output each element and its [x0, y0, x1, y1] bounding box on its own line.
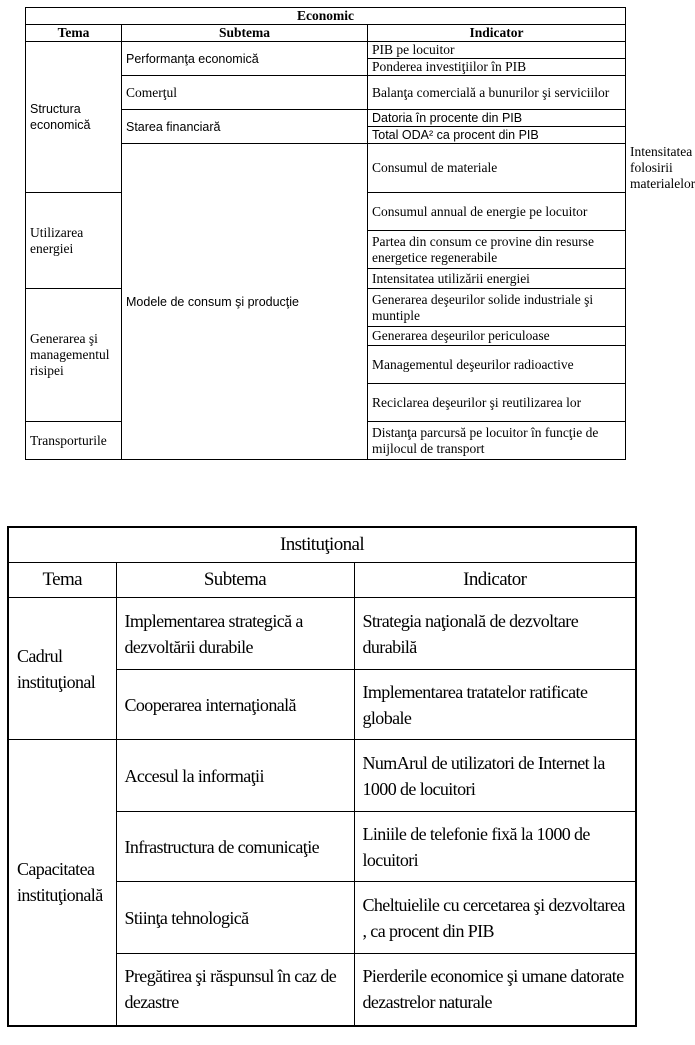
subtema-comertul: Comerţul [122, 76, 368, 110]
tema-structura-economica: Structura economică [26, 42, 122, 193]
subtema-implementarea-strategica: Implementarea strategică a dezvoltării durabile [116, 598, 354, 670]
subtema-consumul-materiale: Consumul de materiale [368, 144, 626, 193]
indicator-total-oda: Total ODA² ca procent din PIB [368, 127, 626, 144]
indicator-pib-locuitor: PIB pe locuitor [368, 42, 626, 59]
subtema-stiinta-tehnologica: Stiinţa tehnologică [116, 882, 354, 954]
indicator-deseuri-radioactive: Managementul deşeurilor radioactive [368, 346, 626, 384]
indicator-strategia-nationala: Strategia naţională de dezvoltare durabilă [354, 598, 636, 670]
indicator-distanta-parcursa: Distanţa parcursă pe locuitor în funcţie de mijlocul de transport [368, 422, 626, 460]
indicator-consum-energie: Consumul annual de energie pe locuitor [368, 193, 626, 231]
indicator-ponderea-investitiilor: Ponderea investiţiilor în PIB [368, 59, 626, 76]
subtema-infrastructura-comunicatie: Infrastructura de comunicaţie [116, 812, 354, 882]
subtema-cooperarea-internationala: Cooperarea internaţională [116, 670, 354, 740]
subtema-utilizarea-energiei: Utilizarea energiei [26, 193, 122, 289]
indicator-tratate-ratificate: Implementarea tratatelor ratificate globale [354, 670, 636, 740]
inst-header-subtema: Subtema [116, 563, 354, 598]
institutional-table [7, 526, 637, 1027]
indicator-intensitatea-energiei: Intensitatea utilizării energiei [368, 269, 626, 289]
header-tema: Tema [26, 25, 122, 42]
inst-header-indicator: Indicator [354, 563, 636, 598]
indicator-deseuri-periculoase: Generarea deşeurilor periculoase [368, 327, 626, 346]
tema-cadrul-institutional: Cadrul instituţional [8, 598, 116, 740]
indicator-deseuri-solide: Generarea deşeurilor solide industriale şi muntiple [368, 289, 626, 327]
subtema-performanta: Performanţa economică [122, 42, 368, 76]
indicator-cheltuieli-cercetare: Cheltuielile cu cercetarea şi dezvoltarea , ca procent din PIB [354, 882, 636, 954]
indicator-reciclarea-deseurilor: Reciclarea deşeurilor şi reutilizarea lor [368, 384, 626, 422]
economic-table-title: Economic [26, 8, 626, 25]
indicator-balanta-comerciala: Balanţa comercială a bunurilor şi serviciilor [368, 76, 626, 110]
indicator-utilizatori-internet: NumArul de utilizatori de Internet la 1000 de locuitori [354, 740, 636, 812]
indicator-pierderi-economice: Pierderile economice şi umane datorate dezastrelor naturale [354, 954, 636, 1026]
tema-capacitatea-institutionala: Capacitatea instituţională [8, 740, 116, 1026]
economic-table: Economic Tema Subtema Indicator Structura economică Performanţa economică PIB pe locuitor Ponderea investiţiilor în PIB Comerţul Balanţa comercială a bunurilor şi serviciilor Starea financiară Datoria în procente din PIB Total ODA² ca procent din PIB Modele de consum şi producţie Consumul de materiale Intensitatea folosirii materialelor Utilizarea energiei Consumul annual de energie pe locuitor Partea din consum ce provine din resurse energetice regenerabile Intensitatea utilizării energiei Generarea şi managementul risipei Generarea deşeurilor solide industriale şi muntiple Generarea deşeurilor periculoase Managementul deşeurilor radioactive Reciclarea deşeurilor şi reutilizarea lor Transporturile Distanţa parcursă pe locuitor în funcţie de mijlocul de transport [25, 7, 626, 460]
indicator-telefonie-fixa: Liniile de telefonie fixă la 1000 de locuitori [354, 812, 636, 882]
indicator-datoria: Datoria în procente din PIB [368, 110, 626, 127]
inst-header-tema: Tema [8, 563, 116, 598]
subtema-starea-financiara: Starea financiară [122, 110, 368, 144]
header-subtema: Subtema [122, 25, 368, 42]
subtema-generarea-risipei: Generarea şi managementul risipei [26, 289, 122, 422]
institutional-table-title: Instituţional [8, 527, 636, 563]
tema-modele-consum: Modele de consum şi producţie [122, 144, 368, 460]
subtema-pregatirea-dezastre: Pregătirea şi răspunsul în caz de dezastre [116, 954, 354, 1026]
subtema-accesul-informatii: Accesul la informaţii [116, 740, 354, 812]
header-indicator: Indicator [368, 25, 626, 42]
subtema-transporturile: Transporturile [26, 422, 122, 460]
indicator-resurse-regenerabile: Partea din consum ce provine din resurse energetice regenerabile [368, 231, 626, 269]
